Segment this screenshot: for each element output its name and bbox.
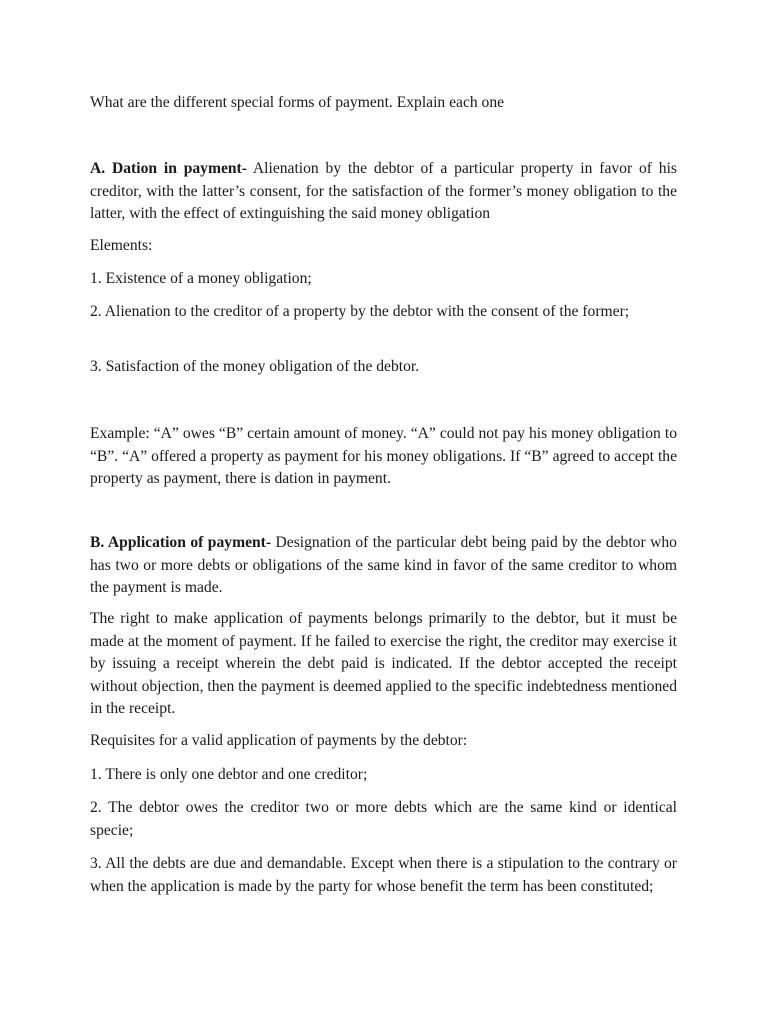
- element-item-2: 2. Alienation to the creditor of a property by the debtor with the consent of the former;: [90, 303, 630, 320]
- requisite-item-1: 1. There is only one debtor and one creditor;: [90, 766, 368, 783]
- element-item-1: 1. Existence of a money obligation;: [90, 270, 312, 287]
- elements-label: Elements:: [90, 237, 153, 254]
- section-a-definition: Alienation by the debtor of a particular property in favor of his creditor, with the latter’s consent, for the satisfaction of the former’s money obligation to the latter, with the effect of extinguishing the said money obligation: [90, 160, 677, 222]
- requisite-item-2: 2. The debtor owes the creditor two or more debts which are the same kind or identical specie;: [90, 799, 677, 839]
- section-b-heading: B. Application of payment-: [90, 534, 272, 551]
- section-b-definition: Designation of the particular debt being paid by the debtor who has two or more debts or obligations of the same kind in favor of the same creditor to whom the payment is made.: [90, 534, 677, 596]
- section-b-paragraph: [90, 532, 677, 600]
- section-a-heading: A. Dation in payment-: [90, 160, 247, 177]
- question-heading: What are the different special forms of payment. Explain each one: [90, 94, 505, 111]
- section-a-paragraph: [90, 158, 677, 226]
- requisite-item-3: 3. All the debts are due and demandable. Except when there is a stipulation to the contrary or when the application is made by the party for whose benefit the term has been constituted;: [90, 855, 677, 895]
- element-item-3: 3. Satisfaction of the money obligation of the debtor.: [90, 358, 420, 375]
- example-paragraph: Example: “A” owes “B” certain amount of money. “A” could not pay his money obligation to “B”. “A” offered a property as payment for his money obligations. If “B” agreed to accept the property as payment, there is dation in payment.: [90, 425, 677, 487]
- application-rights-paragraph: The right to make application of payments belongs primarily to the debtor, but it must be made at the moment of payment. If he failed to exercise the right, the creditor may exercise it by issuing a receipt wherein the debt paid is indicated. If the debtor accepted the receipt without objection, then the payment is deemed applied to the specific indebtedness mentioned in the receipt.: [90, 610, 677, 717]
- requisites-label: Requisites for a valid application of payments by the debtor:: [90, 732, 468, 749]
